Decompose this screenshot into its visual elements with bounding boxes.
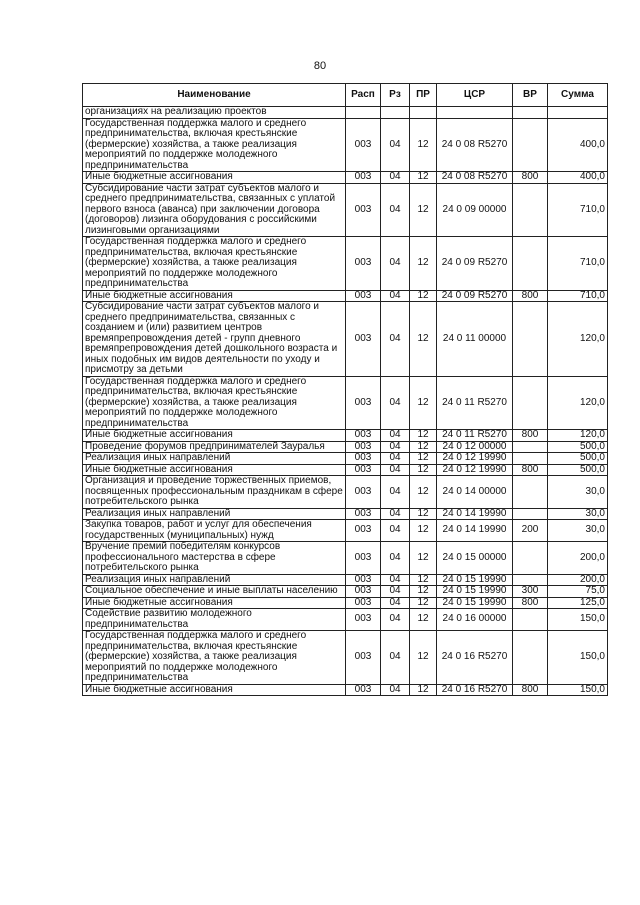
table-row: [83, 684, 608, 696]
cell-csr: 24 0 11 R5270: [437, 376, 513, 430]
cell-csr: 24 0 09 R5270: [437, 290, 513, 302]
cell-vr: [513, 476, 548, 509]
cell-rasp: 003: [346, 464, 381, 476]
cell-name: Государственная поддержка малого и среднего предпринимательства, включая крестьянские (фермерские) хозяйства, а также реализация мероприятий по поддержке молодежного предпринимательства: [83, 376, 346, 430]
cell-csr: 24 0 16 R5270: [437, 684, 513, 696]
cell-vr: [513, 574, 548, 586]
cell-rz: 04: [381, 290, 410, 302]
cell-rasp: 003: [346, 172, 381, 184]
cell-sum: 125,0: [548, 597, 608, 609]
cell-vr: [513, 542, 548, 575]
cell-vr: [513, 508, 548, 520]
cell-name: Закупка товаров, работ и услуг для обеспечения государственных (муниципальных) нужд: [83, 520, 346, 542]
cell-sum: 150,0: [548, 631, 608, 685]
cell-pr: 12: [410, 684, 437, 696]
table-row: [83, 183, 608, 237]
cell-csr: 24 0 16 R5270: [437, 631, 513, 685]
table-row: [83, 508, 608, 520]
table-row: [83, 302, 608, 377]
cell-sum: [548, 107, 608, 119]
cell-vr: [513, 376, 548, 430]
cell-pr: 12: [410, 542, 437, 575]
cell-name: Иные бюджетные ассигнования: [83, 597, 346, 609]
cell-rasp: 003: [346, 508, 381, 520]
cell-pr: 12: [410, 508, 437, 520]
table-row: [83, 464, 608, 476]
table-row: [83, 376, 608, 430]
cell-csr: 24 0 15 19990: [437, 574, 513, 586]
cell-rz: 04: [381, 453, 410, 465]
cell-rz: 04: [381, 542, 410, 575]
header-sum: Сумма: [548, 84, 608, 107]
table-row: [83, 520, 608, 542]
cell-pr: 12: [410, 476, 437, 509]
table-row: [83, 542, 608, 575]
cell-sum: 710,0: [548, 290, 608, 302]
cell-vr: 800: [513, 464, 548, 476]
table-row: [83, 476, 608, 509]
cell-rz: 04: [381, 302, 410, 377]
table-row: [83, 237, 608, 291]
cell-sum: 30,0: [548, 476, 608, 509]
cell-csr: 24 0 08 R5270: [437, 118, 513, 172]
cell-rasp: 003: [346, 441, 381, 453]
cell-vr: [513, 183, 548, 237]
cell-rasp: 003: [346, 183, 381, 237]
cell-sum: 710,0: [548, 183, 608, 237]
cell-vr: [513, 453, 548, 465]
cell-csr: 24 0 09 R5270: [437, 237, 513, 291]
cell-pr: 12: [410, 290, 437, 302]
cell-name: Реализация иных направлений: [83, 508, 346, 520]
table-row: [83, 430, 608, 442]
cell-csr: 24 0 16 00000: [437, 609, 513, 631]
cell-rz: 04: [381, 441, 410, 453]
cell-name: Иные бюджетные ассигнования: [83, 172, 346, 184]
cell-vr: [513, 441, 548, 453]
cell-rz: [381, 107, 410, 119]
cell-csr: [437, 107, 513, 119]
cell-rasp: 003: [346, 520, 381, 542]
cell-name: Субсидирование части затрат субъектов малого и среднего предпринимательства, связанных с уплатой первого взноса (аванса) при заключении договора (договоров) лизинга оборудования с российскими лизинговыми организациями: [83, 183, 346, 237]
cell-rz: 04: [381, 237, 410, 291]
cell-csr: 24 0 11 R5270: [437, 430, 513, 442]
table-header-row: [83, 84, 608, 107]
cell-csr: 24 0 14 00000: [437, 476, 513, 509]
cell-rasp: 003: [346, 476, 381, 509]
cell-csr: 24 0 11 00000: [437, 302, 513, 377]
cell-name: Содействие развитию молодежного предпринимательства: [83, 609, 346, 631]
cell-pr: 12: [410, 183, 437, 237]
table-row: [83, 631, 608, 685]
cell-name: Иные бюджетные ассигнования: [83, 290, 346, 302]
cell-sum: 75,0: [548, 586, 608, 598]
cell-pr: 12: [410, 609, 437, 631]
table-row: [83, 172, 608, 184]
cell-pr: 12: [410, 597, 437, 609]
cell-rz: 04: [381, 520, 410, 542]
cell-rasp: 003: [346, 290, 381, 302]
cell-name: Реализация иных направлений: [83, 574, 346, 586]
cell-name: Государственная поддержка малого и среднего предпринимательства, включая крестьянские (фермерские) хозяйства, а также реализация мероприятий по поддержке молодежного предпринимательства: [83, 631, 346, 685]
cell-pr: 12: [410, 237, 437, 291]
cell-pr: 12: [410, 631, 437, 685]
cell-name: Субсидирование части затрат субъектов малого и среднего предпринимательства, связанных с созданием и (или) развитием центров времяпрепровождения детей - групп дневного времяпрепровождения детей дошкольного возраста и иных подобных им видов деятельности по уходу и присмотру за детьми: [83, 302, 346, 377]
cell-rz: 04: [381, 631, 410, 685]
cell-sum: 150,0: [548, 684, 608, 696]
table-row: [83, 597, 608, 609]
table-row: [83, 586, 608, 598]
cell-rasp: [346, 107, 381, 119]
cell-vr: 800: [513, 597, 548, 609]
cell-sum: 120,0: [548, 302, 608, 377]
cell-rasp: 003: [346, 574, 381, 586]
cell-pr: 12: [410, 586, 437, 598]
cell-rz: 04: [381, 508, 410, 520]
cell-csr: 24 0 12 19990: [437, 464, 513, 476]
cell-csr: 24 0 14 19990: [437, 520, 513, 542]
cell-sum: 120,0: [548, 430, 608, 442]
cell-vr: [513, 631, 548, 685]
cell-vr: [513, 609, 548, 631]
cell-vr: [513, 107, 548, 119]
cell-name: Иные бюджетные ассигнования: [83, 684, 346, 696]
table-row: [83, 441, 608, 453]
table-row: [83, 453, 608, 465]
cell-sum: 500,0: [548, 464, 608, 476]
cell-csr: 24 0 15 19990: [437, 586, 513, 598]
cell-csr: 24 0 15 19990: [437, 597, 513, 609]
cell-sum: 710,0: [548, 237, 608, 291]
cell-pr: 12: [410, 574, 437, 586]
cell-name: Иные бюджетные ассигнования: [83, 464, 346, 476]
cell-rz: 04: [381, 476, 410, 509]
cell-csr: 24 0 08 R5270: [437, 172, 513, 184]
cell-rz: 04: [381, 586, 410, 598]
cell-rasp: 003: [346, 586, 381, 598]
cell-vr: [513, 237, 548, 291]
header-csr: ЦСР: [437, 84, 513, 107]
cell-rz: 04: [381, 430, 410, 442]
cell-rasp: 003: [346, 631, 381, 685]
cell-vr: [513, 118, 548, 172]
table-row: [83, 574, 608, 586]
cell-rz: 04: [381, 597, 410, 609]
cell-rz: 04: [381, 183, 410, 237]
cell-pr: 12: [410, 520, 437, 542]
cell-rz: 04: [381, 376, 410, 430]
cell-name: Государственная поддержка малого и среднего предпринимательства, включая крестьянские (фермерские) хозяйства, а также реализация мероприятий по поддержке молодежного предпринимательства: [83, 118, 346, 172]
cell-name: Проведение форумов предпринимателей Зауралья: [83, 441, 346, 453]
cell-rasp: 003: [346, 453, 381, 465]
cell-name: Реализация иных направлений: [83, 453, 346, 465]
cell-rasp: 003: [346, 118, 381, 172]
table-body: [83, 107, 608, 696]
cell-name: Государственная поддержка малого и среднего предпринимательства, включая крестьянские (фермерские) хозяйства, а также реализация мероприятий по поддержке молодежного предпринимательства: [83, 237, 346, 291]
cell-name: Вручение премий победителям конкурсов профессионального мастерства в сфере потребительского рынка: [83, 542, 346, 575]
cell-csr: 24 0 09 00000: [437, 183, 513, 237]
page-number: 80: [313, 60, 327, 72]
table-row: [83, 290, 608, 302]
cell-pr: 12: [410, 172, 437, 184]
cell-csr: 24 0 12 00000: [437, 441, 513, 453]
cell-sum: 30,0: [548, 508, 608, 520]
cell-sum: 400,0: [548, 118, 608, 172]
cell-vr: 800: [513, 684, 548, 696]
cell-rasp: 003: [346, 542, 381, 575]
cell-rasp: 003: [346, 237, 381, 291]
cell-rz: 04: [381, 609, 410, 631]
cell-vr: 200: [513, 520, 548, 542]
cell-pr: 12: [410, 453, 437, 465]
cell-vr: [513, 302, 548, 377]
cell-rz: 04: [381, 118, 410, 172]
cell-sum: 120,0: [548, 376, 608, 430]
header-pr: ПР: [410, 84, 437, 107]
cell-pr: 12: [410, 441, 437, 453]
cell-sum: 150,0: [548, 609, 608, 631]
cell-vr: 800: [513, 172, 548, 184]
table-row: [83, 107, 608, 119]
header-rz: Рз: [381, 84, 410, 107]
cell-pr: 12: [410, 430, 437, 442]
cell-name: Социальное обеспечение и иные выплаты населению: [83, 586, 346, 598]
cell-pr: [410, 107, 437, 119]
header-name: Наименование: [83, 84, 346, 107]
table-row: [83, 118, 608, 172]
cell-rasp: 003: [346, 376, 381, 430]
cell-rasp: 003: [346, 430, 381, 442]
cell-vr: 800: [513, 290, 548, 302]
cell-name: Иные бюджетные ассигнования: [83, 430, 346, 442]
cell-pr: 12: [410, 464, 437, 476]
cell-sum: 500,0: [548, 441, 608, 453]
cell-rasp: 003: [346, 684, 381, 696]
cell-rz: 04: [381, 464, 410, 476]
table-row: [83, 609, 608, 631]
cell-pr: 12: [410, 376, 437, 430]
cell-pr: 12: [410, 302, 437, 377]
cell-name: Организация и проведение торжественных приемов, посвященных профессиональным праздникам в сфере потребительского рынка: [83, 476, 346, 509]
cell-rasp: 003: [346, 597, 381, 609]
cell-csr: 24 0 14 19990: [437, 508, 513, 520]
cell-sum: 200,0: [548, 574, 608, 586]
cell-rz: 04: [381, 574, 410, 586]
cell-name: организациях на реализацию проектов: [83, 107, 346, 119]
header-rasp: Расп: [346, 84, 381, 107]
cell-sum: 500,0: [548, 453, 608, 465]
cell-rasp: 003: [346, 302, 381, 377]
cell-csr: 24 0 15 00000: [437, 542, 513, 575]
cell-sum: 200,0: [548, 542, 608, 575]
cell-sum: 30,0: [548, 520, 608, 542]
budget-table: [82, 83, 608, 696]
cell-vr: 800: [513, 430, 548, 442]
header-vr: ВР: [513, 84, 548, 107]
cell-rasp: 003: [346, 609, 381, 631]
cell-sum: 400,0: [548, 172, 608, 184]
cell-pr: 12: [410, 118, 437, 172]
cell-vr: 300: [513, 586, 548, 598]
cell-rz: 04: [381, 684, 410, 696]
cell-csr: 24 0 12 19990: [437, 453, 513, 465]
cell-rz: 04: [381, 172, 410, 184]
